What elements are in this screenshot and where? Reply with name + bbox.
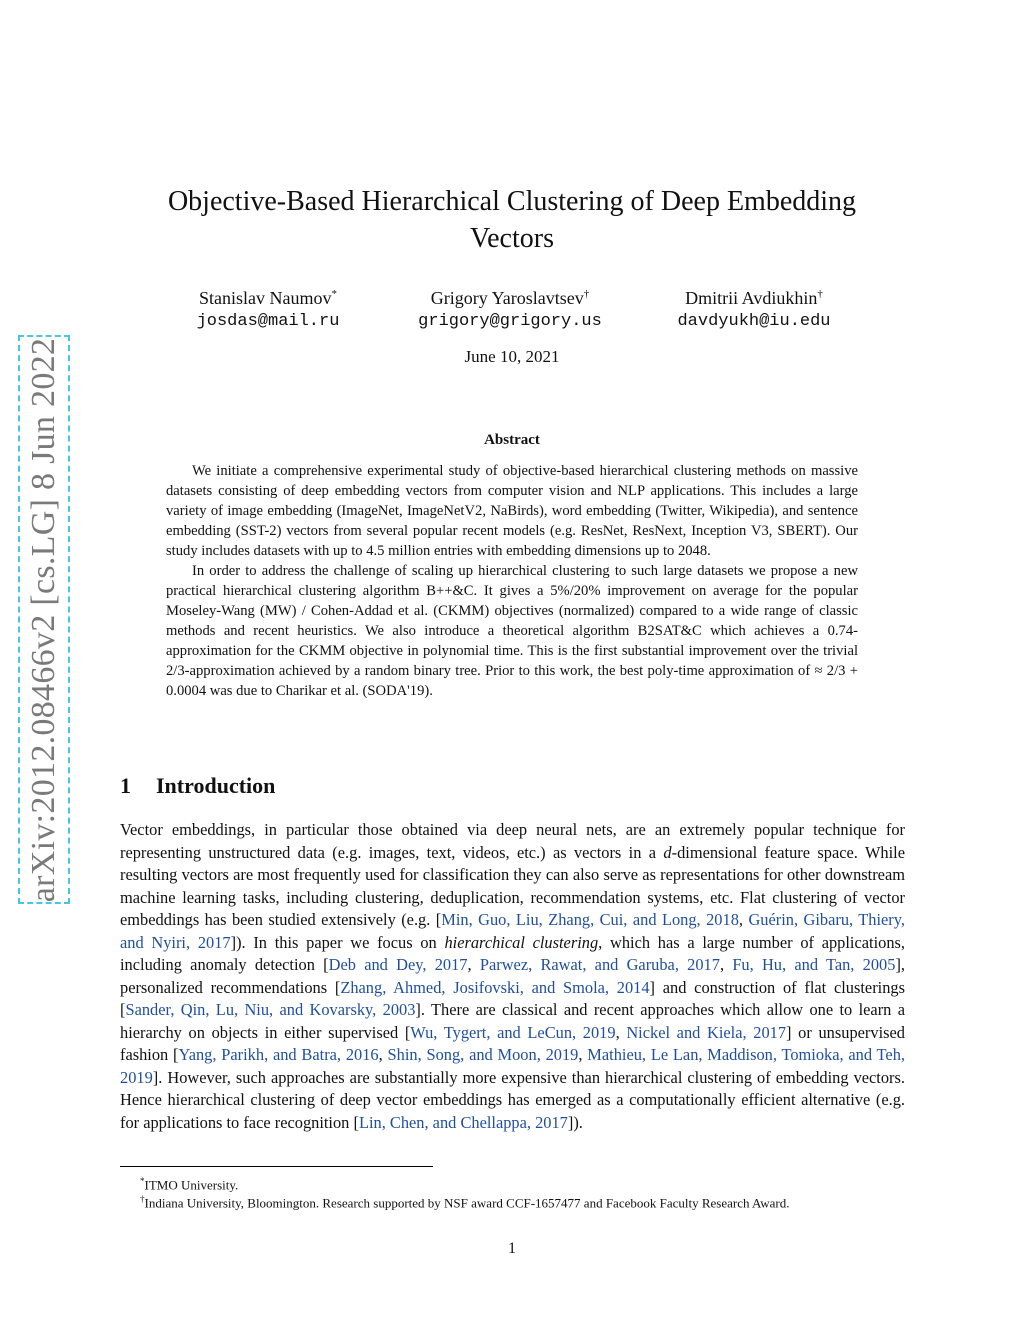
citation-link[interactable]: Parwez, Rawat, and Garuba, 2017: [479, 955, 720, 974]
citation-link[interactable]: Min, Guo, Liu, Zhang, Cui, and Long, 2018: [441, 910, 739, 929]
math-variable: d: [663, 842, 672, 862]
author-name: Dmitrii Avdiukhin: [685, 288, 818, 308]
author-email: davdyukh@iu.edu: [677, 312, 831, 331]
text-run: ] or unsupervised fashion [: [120, 1022, 905, 1064]
footnote-text: Indiana University, Bloomington. Research supported by NSF award CCF-1657477 and Facebook Faculty Research Award.: [144, 1195, 790, 1211]
citation-link[interactable]: Yang, Parikh, and Batra, 2016: [178, 1045, 379, 1064]
arxiv-id: arXiv:2012.08466v2 [cs.LG] 8 Jun 2022: [25, 337, 63, 902]
text-run: Vector embeddings, in particular those obtained via deep neural nets, are an extremely popular technique for representing unstructured data (e.g. images, text, videos, etc.) as vectors in a: [120, 820, 905, 862]
text-run: ,: [467, 955, 480, 974]
text-run: ]).: [567, 1112, 583, 1132]
citation-link[interactable]: Wu, Tygert, and LeCun, 2019: [410, 1022, 616, 1042]
citation-link[interactable]: Lin, Chen, and Chellappa, 2017: [358, 1112, 568, 1132]
author-mark: †: [583, 288, 590, 300]
footnote-mark: †: [140, 1194, 145, 1204]
text-run: ,: [738, 910, 749, 929]
text-run: ,: [378, 1045, 388, 1064]
citation-link[interactable]: Shin, Song, and Moon, 2019: [387, 1045, 579, 1064]
citation-link[interactable]: Nickel and Kiela, 2017: [626, 1022, 787, 1042]
text-run: ,: [719, 955, 733, 974]
footnote-mark: *: [140, 1176, 145, 1186]
citation-link[interactable]: Deb and Dey, 2017: [328, 955, 468, 974]
paper-title: Objective-Based Hierarchical Clustering of Deep Embedding Vectors: [167, 186, 857, 254]
author-2: [388, 282, 632, 334]
author-email: josdas@mail.ru: [196, 312, 340, 331]
footnote-2: [140, 1191, 789, 1211]
abstract-paragraph-1: We initiate a comprehensive experimental study of objective-based hierarchical clustering methods on massive datasets consisting of deep embedding vectors from computer vision and NLP applications. This includes a large variety of image embedding (ImageNet, ImageNetV2, NaBirds), word embedding (Twitter, Wikipedia), and sentence embedding (SST-2) vectors from several popular recent models (e.g. ResNet, ResNext, Inception V3, SBERT). Our study includes datasets with up to 4.5 million entries with embedding dimensions up to 2048.: [166, 463, 858, 559]
introduction-paragraph: [120, 819, 905, 1134]
text-run: ]). In this paper we focus on: [230, 932, 445, 952]
citation-link[interactable]: Sander, Qin, Lu, Niu, and Kovarsky, 2003: [125, 1000, 416, 1019]
author-mark: *: [331, 288, 337, 300]
section-heading: [120, 773, 275, 799]
author-name: Grigory Yaroslavtsev: [430, 288, 584, 308]
text-run: -dimensional feature space. While resulting vectors are most frequently used for classification they can also serve as representations for other downstream machine learning tasks, including clustering, deduplication, recommendation systems, etc. Flat clustering of vector embeddings has been studied extensively (e.g. [: [120, 842, 905, 929]
arxiv-watermark: [18, 335, 70, 904]
section-number: 1: [120, 773, 131, 798]
citation-link[interactable]: Zhang, Ahmed, Josifovski, and Smola, 2014: [340, 977, 650, 997]
text-run: ]. There are classical and recent approaches which allow one to learn a hierarchy on objects in either supervised [: [120, 1000, 905, 1042]
author-mark: †: [817, 288, 823, 300]
introduction-text: [120, 819, 905, 1134]
abstract: [166, 461, 858, 701]
text-run: ] and construction of flat clusterings [: [120, 977, 905, 1019]
author-email: grigory@grigory.us: [418, 312, 602, 331]
footnote-text: ITMO University.: [144, 1177, 239, 1193]
citation-link[interactable]: Fu, Hu, and Tan, 2005: [732, 955, 896, 974]
abstract-heading: Abstract: [484, 432, 540, 448]
paper-date: June 10, 2021: [464, 347, 560, 366]
citation-link[interactable]: Guérin, Gibaru, Thiery, and Nyiri, 2017: [120, 910, 905, 952]
emphasis: hierarchical clustering: [444, 932, 599, 952]
text-run: ], personalized recommendations [: [120, 955, 906, 997]
footnote-rule: [120, 1166, 433, 1167]
section-title: Introduction: [156, 773, 276, 798]
author-1: [168, 282, 368, 334]
abstract-paragraph-2: In order to address the challenge of scaling up hierarchical clustering to such large datasets we propose a new practical hierarchical clustering algorithm B++&C. It gives a 5%/20% improvement on average for the popular Moseley-Wang (MW) / Cohen-Addad et al. (CKMM) objectives (normalized) compared to a wide range of classic methods and recent heuristics. We also introduce a theoretical algorithm B2SAT&C which achieves a 0.74-approximation for the CKMM objective in polynomial time. This is the first substantial improvement over the trivial 2/3-approximation achieved by a random binary tree. Prior to this work, the best poly-time approximation of ≈ 2/3 + 0.0004 was due to Charikar et al. (SODA'19).: [166, 563, 858, 699]
text-run: ]. However, such approaches are substantially more expensive than hierarchical clustering of embedding vectors. Hence hierarchical clustering of deep vector embeddings has emerged as a computationally efficient alternative (e.g. for applications to face recognition [: [120, 1067, 905, 1132]
citation-link[interactable]: Mathieu, Le Lan, Maddison, Tomioka, and Teh, 2019: [120, 1045, 905, 1087]
page-number: 1: [508, 1240, 516, 1257]
author-3: [652, 282, 856, 334]
text-run: ,: [578, 1045, 588, 1064]
text-run: ,: [615, 1022, 627, 1042]
text-run: , which has a large number of applications, including anomaly detection [: [120, 932, 905, 974]
author-name: Stanislav Naumov: [199, 288, 332, 308]
